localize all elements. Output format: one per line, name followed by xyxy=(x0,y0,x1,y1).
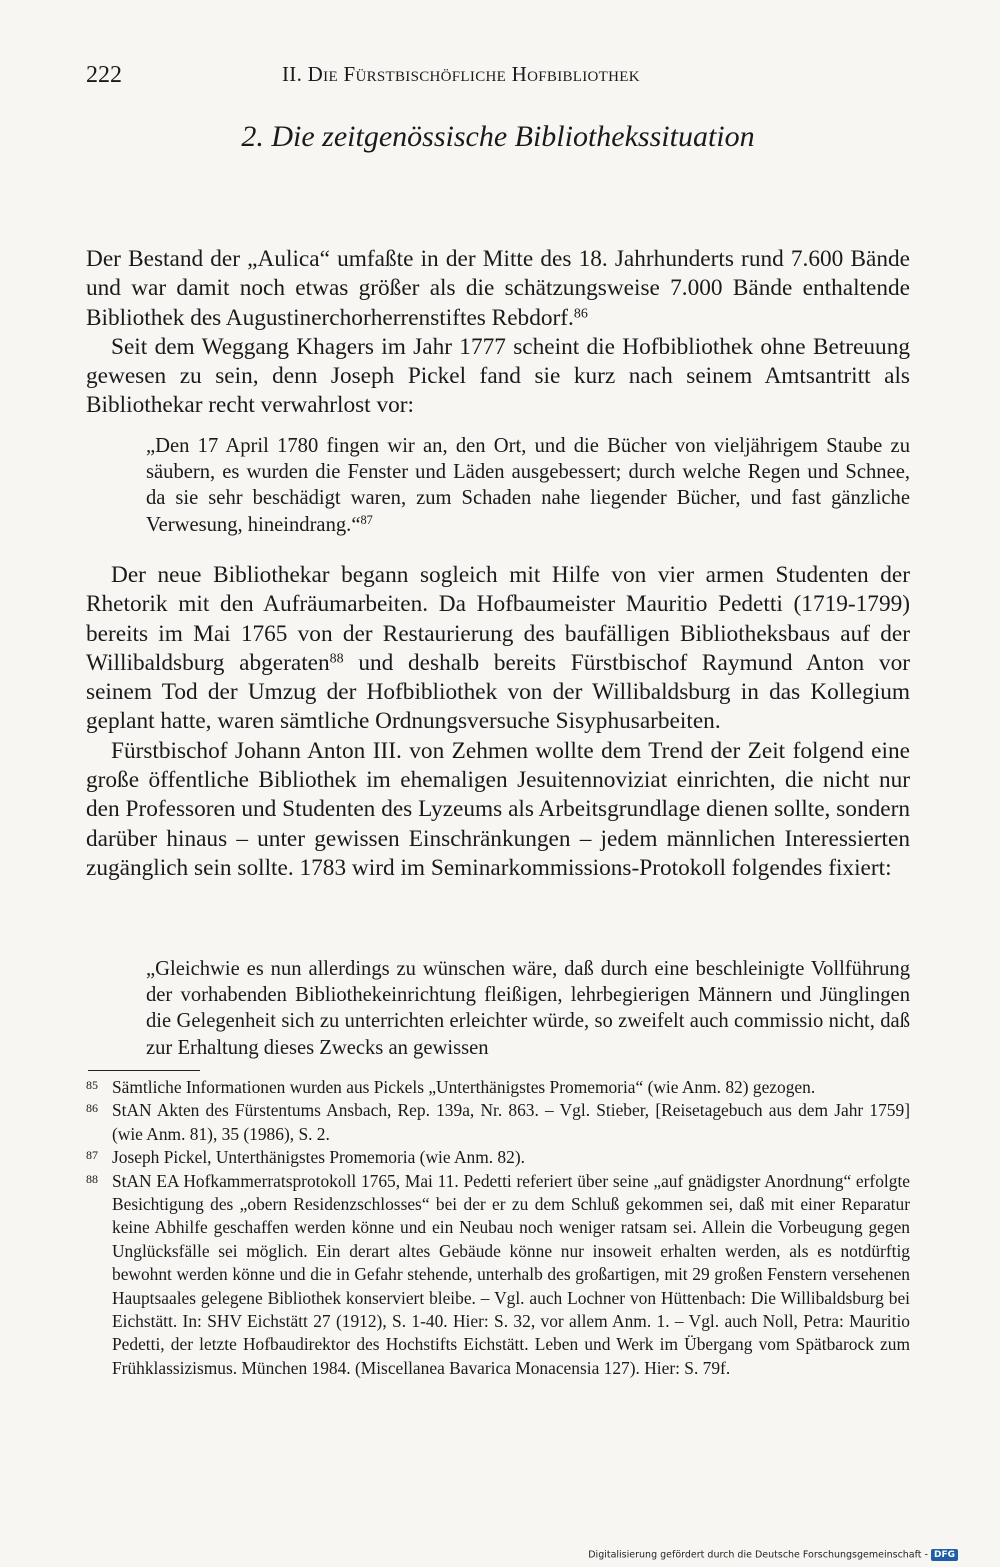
section-title: 2. Die zeitgenössische Bibliothekssituation xyxy=(241,120,755,153)
block-quote-2 xyxy=(146,956,910,1061)
footnote-number: 86 xyxy=(86,1101,98,1116)
running-title: II. Die Fürstbischöfliche Hofbibliothek xyxy=(282,62,640,86)
footnote-text: Joseph Pickel, Unterthänigstes Promemoria (wie Anm. 82). xyxy=(112,1147,525,1168)
paragraph-3-text-a: Der neue Bibliothekar begann sogleich mit Hilfe von vier armen Studenten der Rhetorik mit den Aufräumarbeiten. Da Hofbaumeister Mauritio Pedetti (1719-1799) bereits im Mai 1765 von der Restaurierung des baufälligen Bibliotheksbaus auf der Willibaldsburg abgeraten xyxy=(86,562,910,676)
running-head xyxy=(86,62,910,96)
footnote-divider xyxy=(88,1070,200,1071)
footnote-87 xyxy=(86,1146,910,1169)
page-number: 222 xyxy=(86,62,122,88)
digitization-credit xyxy=(588,1549,958,1561)
dfg-logo: DFG xyxy=(931,1549,958,1561)
footnote-text: StAN EA Hofkammerratsprotokoll 1765, Mai 11. Pedetti referiert über seine „auf gnädigster Anordnung“ erfolgte Besichtigung des „obern Residenzschlosses“ bei der er zu dem Schluß gekommen sei, daß mit einer Reparatur keine Abhilfe geschaffen werden könne und ein Neubau noch weniger ratsam sei. Allein die Vorbeugung gegen Unglücksfälle sei möglich. Ein derart altes Gebäude könne nur insoweit erhalten werden, als es notdürftig bewohnt werden könne und die in Gefahr stehende, unterhalb des großartigen, mit 29 großen Fenstern versehenen Hauptsaales gelegene Bibliothek konserviert bleibe. – Vgl. auch Lochner von Hüttenbach: Die Willibaldsburg bei Eichstätt. In: SHV Eichstätt 27 (1912), S. 1-40. Hier: S. 32, vor allem Anm. 1. – Vgl. auch Noll, Petra: Mauritio Pedetti, der letzte Hofbaudirektor des Hochstifts Eichstätt. Leben und Werk im Übergang vom Spätbarock zum Frühklassizismus. München 1984. (Miscellanea Bavarica Monacensia 127). Hier: S. 79f. xyxy=(112,1170,910,1378)
footnote-number: 87 xyxy=(86,1148,98,1163)
digitization-credit-text: Digitalisierung gefördert durch die Deutsche Forschungsgemeinschaft - xyxy=(588,1549,928,1561)
footnotes xyxy=(86,1076,910,1380)
footnote-text: Sämtliche Informationen wurden aus Pickels „Unterthänigstes Promemoria“ (wie Anm. 82) gezogen. xyxy=(112,1077,816,1097)
paragraph-2: Seit dem Weggang Khagers im Jahr 1777 scheint die Hofbibliothek ohne Betreuung gewesen zu sein, denn Joseph Pickel fand sie kurz nach seinem Amtsantritt als Bibliothekar recht verwahrlost vor: xyxy=(86,333,910,419)
quote-2-text: „Gleichwie es nun allerdings zu wünschen wäre, daß durch eine beschleinigte Vollführung der vorhabenden Bibliothekeinrichtung fleißigen, lehrbegierigen Männern und Jünglingen die Gelegenheit sich zu unterrichten erleichter würde, so zweifelt auch commissio nicht, daß zur Erhaltung dieses Zwecks an gewissen xyxy=(146,958,910,1059)
body-text-middle xyxy=(86,561,910,883)
paragraph-3-text-b: und deshalb bereits Fürstbischof Raymund Anton vor seinem Tod der Umzug der Hofbibliothek von der Willibaldsburg in das Kollegium geplant hatte, waren sämtliche Ordnungsversuche Sisyphusarbeiten. xyxy=(86,649,910,735)
footnote-ref-88: 88 xyxy=(329,651,344,667)
paragraph-4: Fürstbischof Johann Anton III. von Zehmen wollte dem Trend der Zeit folgend eine große öffentliche Bibliothek im ehemaligen Jesuitennoviziat einrichten, die nicht nur den Professoren und Studenten des Lyzeums als Arbeitsgrundlage dienen sollte, sondern darüber hinaus – unter gewissen Einschränkungen – jedem männlichen Interessierten zugänglich sein sollte. 1783 wird im Seminarkommissions-Protokoll folgendes fixiert: xyxy=(86,737,910,881)
footnote-ref-87: 87 xyxy=(360,512,373,527)
footnote-number: 85 xyxy=(86,1078,98,1092)
paragraph-1 xyxy=(86,245,910,333)
block-quote-1 xyxy=(146,433,910,538)
paragraph-3 xyxy=(86,561,910,737)
body-text-upper xyxy=(86,245,910,421)
footnote-88 xyxy=(86,1170,910,1381)
quote-1-text: „Den 17 April 1780 fingen wir an, den Ort, und die Bücher von vieljährigem Staube zu säubern, es wurden die Fenster und Läden ausgebessert; durch welche Regen und Schnee, da sie sehr beschädigt waren, zum Schaden nahe liegender Bücher, und fast gänzliche Verwesung, hineindrang.“ xyxy=(146,435,910,536)
footnote-text: StAN Akten des Fürstentums Ansbach, Rep. 139a, Nr. 863. – Vgl. Stieber, [Reisetagebuch aus dem Jahr 1759] (wie Anm. 81), 35 (1986), S. 2. xyxy=(112,1100,910,1144)
footnote-number: 88 xyxy=(86,1171,98,1186)
footnote-ref-86: 86 xyxy=(573,305,588,321)
block-quote-1-text xyxy=(146,433,910,538)
footnote-85 xyxy=(86,1076,910,1099)
footnote-86 xyxy=(86,1099,910,1146)
paragraph-1-text: Der Bestand der „Aulica“ umfaßte in der Mitte des 18. Jahrhunderts rund 7.600 Bände und war damit noch etwas größer als die schätzungsweise 7.000 Bände enthaltende Bibliothek des Augustinerchorherrenstiftes Rebdorf. xyxy=(86,246,910,331)
